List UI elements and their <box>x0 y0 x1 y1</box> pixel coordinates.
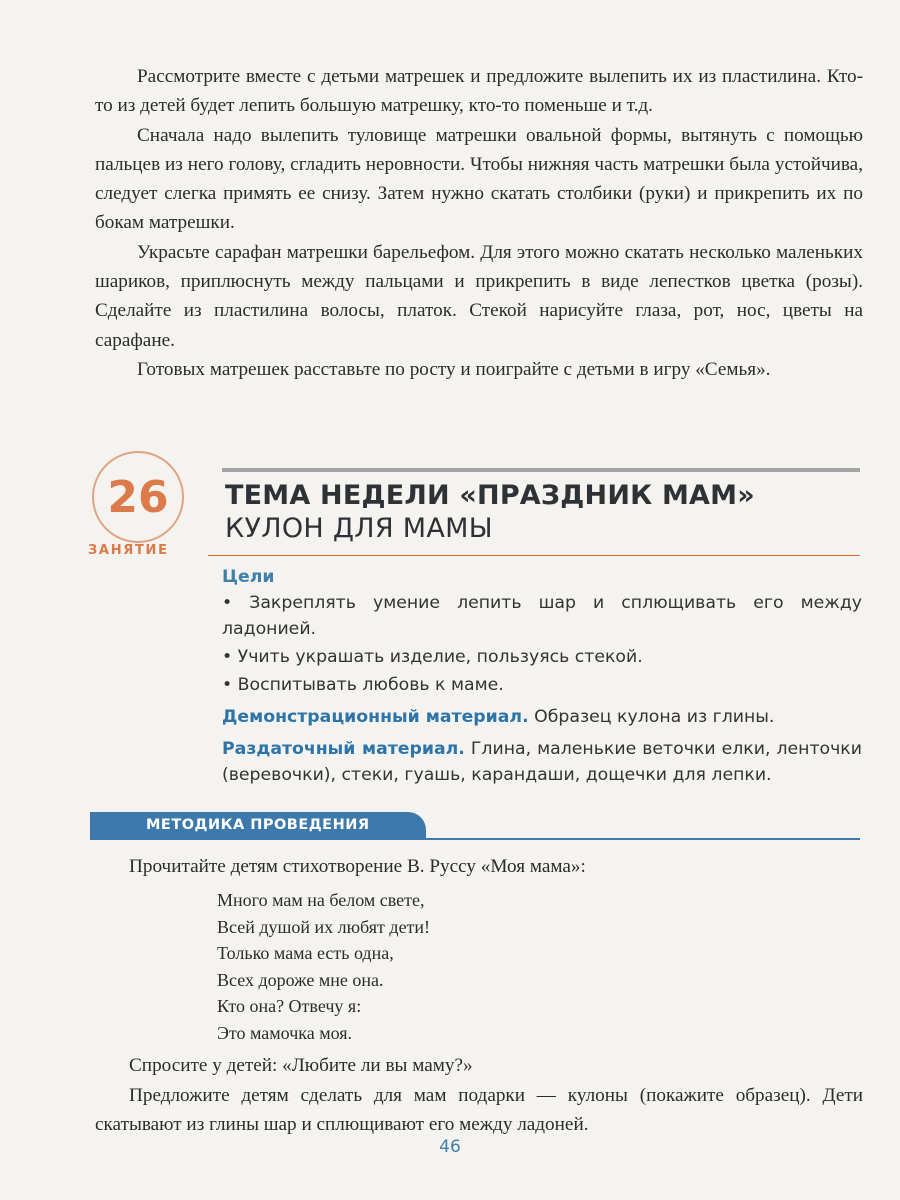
demo-material-label: Демонстрационный материал. <box>222 707 529 727</box>
lesson-number-badge <box>92 451 184 543</box>
method-body <box>95 852 863 1139</box>
method-heading: МЕТОДИКА ПРОВЕДЕНИЯ <box>90 812 426 838</box>
poem-line: Всей душой их любят дети! <box>217 916 431 937</box>
goals-heading: Цели <box>222 567 275 587</box>
poem-line: Это мамочка моя. <box>217 1022 353 1043</box>
lesson-theme-title: ТЕМА НЕДЕЛИ «ПРАЗДНИК МАМ» <box>225 480 755 511</box>
goal-item: • Учить украшать изделие, пользуясь стекой. <box>222 647 643 667</box>
intro-paragraph: Рассмотрите вместе с детьми матрешек и предложите вылепить их из пластилина. Кто-то из детей будет лепить большую матрешку, кто-то поменьше и т.д. <box>95 66 863 117</box>
header-bottom-rule <box>208 555 860 556</box>
method-rule <box>90 838 860 840</box>
header-top-rule <box>222 468 860 472</box>
demo-material-text: Образец кулона из глины. <box>528 707 775 727</box>
intro-paragraph: Сначала надо вылепить туловище матрешки овальной формы, вытянуть с помощью пальцев из него голову, сгладить неровности. Чтобы нижняя часть матрешки была устойчива, следует слегка примять ее снизу. Затем нужно скатать столбики (руки) и прикрепить их по бокам матрешки. <box>95 124 863 234</box>
lesson-label: ЗАНЯТИЕ <box>88 543 169 558</box>
lesson-title-block <box>225 479 755 545</box>
page-number: 46 <box>439 1137 461 1157</box>
intro-paragraph: Украсьте сарафан матрешки барельефом. Для этого можно скатать несколько маленьких шариков, приплюснуть между пальцами и прикрепить в виде лепестков цветка (розы). Сделайте из пластилина волосы, платок. Стекой нарисуйте глаза, рот, нос, цветы на сарафане. <box>95 241 863 351</box>
poem <box>95 887 863 1046</box>
handout-material <box>222 736 862 788</box>
goal-item: • Закреплять умение лепить шар и сплющивать его между ладонией. <box>222 593 862 639</box>
goal-item: • Воспитывать любовь к маме. <box>222 675 504 695</box>
poem-line: Всех дороже мне она. <box>217 969 384 990</box>
method-closing: Предложите детям сделать для мам подарки — кулоны (покажите образец). Дети скатывают из глины шар и сплющивают его между ладоней. <box>95 1084 863 1135</box>
method-intro: Прочитайте детям стихотворение В. Руссу «Моя мама»: <box>129 856 586 877</box>
demo-material <box>222 704 862 730</box>
method-question: Спросите у детей: «Любите ли вы маму?» <box>129 1055 473 1077</box>
lesson-number: 26 <box>107 471 169 523</box>
handout-material-text: Глина, маленькие веточки елки, ленточки (веревочки), стеки, гуашь, карандаши, дощечки для лепки. <box>222 739 862 785</box>
intro-text <box>95 62 863 384</box>
lesson-subtitle: КУЛОН ДЛЯ МАМЫ <box>225 513 493 544</box>
handout-material-label: Раздаточный материал. <box>222 739 465 759</box>
poem-line: Только мама есть одна, <box>217 943 394 964</box>
goals-section <box>222 564 862 788</box>
intro-paragraph: Готовых матрешек расставьте по росту и поиграйте с детьми в игру «Семья». <box>137 358 771 380</box>
poem-line: Кто она? Отвечу я: <box>217 996 362 1017</box>
poem-line: Много мам на белом свете, <box>217 890 425 911</box>
